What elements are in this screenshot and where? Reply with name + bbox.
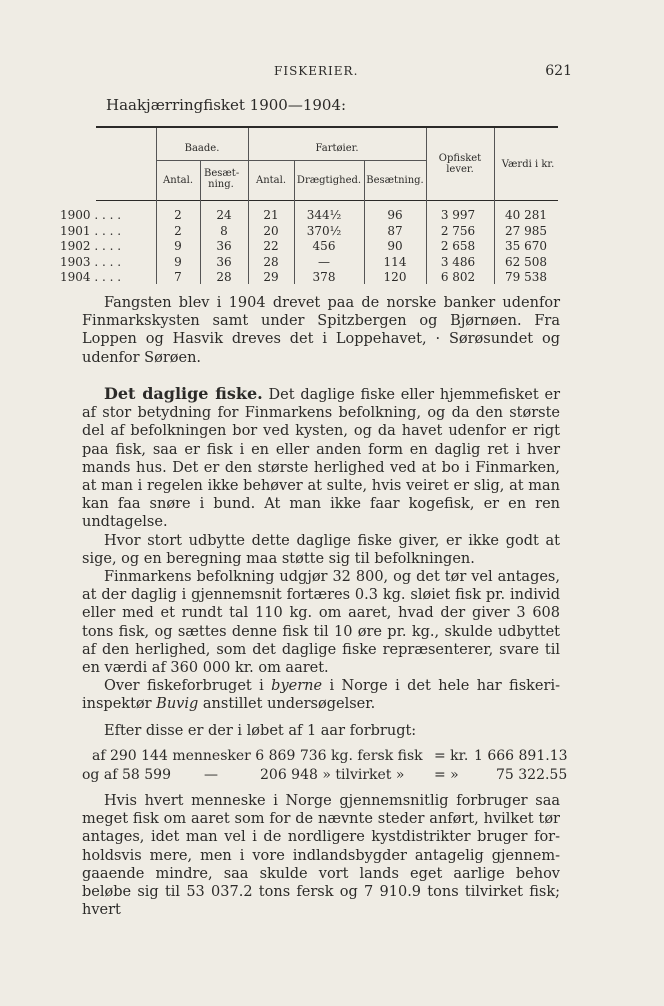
table-cell: 114 — [383, 254, 407, 269]
table-caption: Haakjærringfisket 1900—1904: — [106, 96, 347, 114]
table-cell: 27 985 — [505, 223, 547, 238]
text: anstillet undersøgelser. — [198, 696, 376, 713]
running-header-title: FISKERIER. — [274, 64, 359, 78]
header-boats-count: Antal. — [162, 175, 194, 186]
text-italic: Buvig — [156, 696, 199, 713]
table-cell: 28 — [263, 254, 279, 269]
table-cell: 62 508 — [505, 254, 547, 269]
consumption-amount-1: 1 666 891.13 — [474, 748, 568, 764]
text-italic: byerne — [271, 678, 323, 695]
consumption-eq-2: = » — [434, 767, 459, 783]
paragraph-intro — [82, 722, 560, 740]
consumption-line-2-label: og af — [82, 767, 118, 783]
table-cell: 40 281 — [505, 208, 547, 222]
paragraph-conclusion — [82, 792, 560, 919]
table-cell: 7 — [174, 270, 182, 284]
table-cell: 36 — [216, 254, 232, 269]
paragraph: Hvis hvert menneske i Norge gjennemsnitlig forbruger saa meget fisk om aaret som for de nævnte steder anført, hvilket tør antages, idet man vel i de nordligere kystdistrikter bruger for-holdsvis mere, men i vore indlandsbygder antagelig gjennem-gaaende mindre, saa skulde vort lands eget aarlige behov beløbe sig til 53 037.2 tons fersk og 7 910.9 tons tilvirket fisk; hvert — [82, 793, 560, 919]
table-cell: 456 — [312, 239, 336, 253]
table-cell: — — [318, 254, 330, 269]
consumption-eq-1: = kr. — [434, 748, 469, 764]
table-cell: 9 — [174, 239, 182, 253]
table-header-rule — [96, 200, 558, 201]
header-vessels-crew: Besætning. — [366, 175, 424, 186]
consumption-lines — [82, 748, 568, 788]
table-cell: 6 802 — [440, 270, 476, 284]
consumption-line-1: af 290 144 mennesker 6 869 736 kg. fersk fisk — [92, 748, 423, 764]
table-cell: 20 — [263, 223, 279, 238]
row-year: 1901 . . . . — [60, 223, 122, 238]
table-cell: 24 — [216, 208, 232, 222]
table-cell: 378 — [312, 270, 336, 284]
table-group-rule — [156, 160, 426, 161]
text: Fangsten blev i 1904 drevet paa de norske banker udenfor Finmarkskysten samt under Spitzbergen og Bjørnøen. Fra Loppen og Hasvik dreves det i Loppehavet, · Sørøsundet og udenfor Sørøen. — [82, 295, 560, 366]
text: i Norge i det hele har fiskeri-inspektør — [82, 678, 560, 713]
table-cell: 9 — [174, 254, 182, 269]
table-cell: 3 997 — [440, 208, 476, 222]
table-cell: 120 — [383, 270, 407, 284]
header-boats: Baade. — [184, 143, 220, 154]
table-cell: 28 — [216, 270, 232, 284]
table-cell: 2 — [174, 208, 182, 222]
consumption-line-2-kg: 206 948 » tilvirket » — [260, 767, 405, 783]
consumption-line-2-dash: — — [204, 767, 218, 783]
text: Det daglige fiske eller hjemmefisket er af stor betydning for Finmarkens befolkning, og da den største del af befolkningen bor ved kysten, og da havet udenfor er rigt paa fisk, saa er fisk i en eller anden form en daglig ret i hver mands hus. Det er den største herlighed ved at bo i Finmarken, at man i regelen ikke behøver at sulte, hvis veiret er slig, at man kan faa snøre i bund. At man ikke faar kogefisk, er en ren undtagelse. — [82, 387, 561, 531]
paragraph-catch — [82, 294, 560, 367]
section-heading: Det daglige fiske. — [104, 384, 263, 403]
section-daily-fishing — [82, 385, 560, 714]
table-top-rule — [96, 126, 558, 128]
table-cell: 29 — [263, 270, 279, 284]
table-cell: 79 538 — [505, 270, 547, 284]
paragraph — [82, 385, 560, 532]
header-vessels: Fartøier. — [315, 143, 359, 154]
row-year: 1903 . . . . — [60, 254, 122, 269]
paragraph: Finmarkens befolkning udgjør 32 800, og det tør vel antages, at der daglig i gjennemsnit fortæres 0.3 kg. sløiet fisk pr. individ eller med et rundt tal 110 kg. om aaret, hvad der giver 3 608 tons fisk, og sættes denne fisk til 10 øre pr. kg., skulde udbyttet af den herlighed, som det daglige fiske repræsenterer, svare til en værdi af 360 000 kr. om aaret. — [82, 569, 560, 677]
table-cell: 90 — [387, 239, 403, 253]
header-tonnage: Drægtighed. — [296, 175, 362, 186]
table-cell: 3 486 — [440, 254, 476, 269]
table-cell: 2 — [174, 223, 182, 238]
consumption-amount-2: 75 322.55 — [496, 767, 568, 783]
consumption-line-2-people: 58 599 — [122, 767, 171, 783]
table-cell: 87 — [387, 223, 403, 238]
table-cell: 36 — [216, 239, 232, 253]
table-cell: 370½ — [306, 223, 342, 238]
table-cell: 2 756 — [440, 223, 476, 238]
row-year: 1900 . . . . — [60, 208, 122, 222]
header-vessels-count: Antal. — [255, 175, 287, 186]
header-liver: Opfisket lever. — [438, 153, 482, 175]
table-cell: 21 — [263, 208, 279, 222]
row-year: 1904 . . . . — [60, 270, 122, 284]
paragraph: Efter disse er der i løbet af 1 aar forbrugt: — [104, 723, 417, 739]
paragraph: Hvor stort udbytte dette daglige fiske giver, er ikke godt at sige, og en beregning maa støtte sig til befolkningen. — [82, 532, 560, 567]
table-cell: 8 — [220, 223, 228, 238]
table-cell: 2 658 — [440, 239, 476, 253]
table-cell: 96 — [387, 208, 403, 222]
table-cell: 344½ — [306, 208, 342, 222]
text: Over fiskeforbruget i — [104, 678, 272, 695]
table-cell: 35 670 — [505, 239, 547, 253]
page-number: 621 — [545, 63, 572, 79]
header-boats-crew: Besæt-ning. — [204, 168, 240, 190]
header-value: Værdi i kr. — [501, 159, 555, 170]
row-year: 1902 . . . . — [60, 239, 122, 253]
paragraph — [82, 677, 560, 713]
table-cell: 22 — [263, 239, 279, 253]
